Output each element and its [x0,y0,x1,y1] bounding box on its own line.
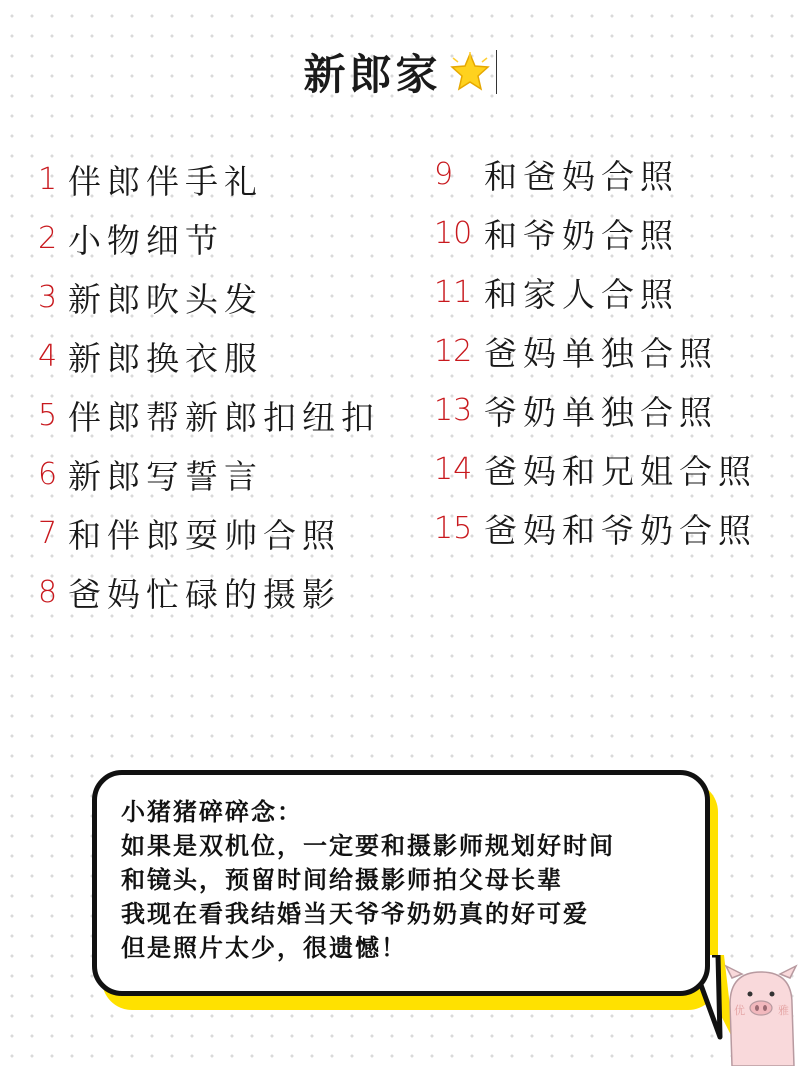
note-text [121,795,693,965]
note-heading: 小猪猪碎碎念： [121,798,303,826]
pig-mascot [722,964,800,1066]
item-label: 新郎吹头发 [68,280,263,319]
note-line: 和镜头，预留时间给摄影师拍父母长辈 [121,866,563,894]
note-line: 但是照片太少，很遗憾！ [121,934,407,962]
list-item [38,386,408,445]
item-number: 2 [38,221,58,256]
item-label: 爸妈和爷奶合照 [484,511,757,550]
item-label: 和家人合照 [484,275,679,314]
page-title-row [0,42,800,102]
list-item [434,204,794,263]
shot-list-left [38,150,408,622]
item-label: 新郎写誓言 [68,457,263,496]
text-cursor [496,50,497,94]
list-item [434,440,794,499]
item-number: 14 [434,452,473,487]
item-label: 和爷奶合照 [484,216,679,255]
item-number: 3 [38,280,58,315]
list-item [434,263,794,322]
note-line: 如果是双机位，一定要和摄影师规划好时间 [121,832,615,860]
item-number: 10 [434,216,473,251]
pig-label-left: 优 [734,1004,745,1017]
list-item [38,563,408,622]
item-number: 12 [434,334,473,369]
item-number: 4 [38,339,58,374]
list-item [38,268,408,327]
pig-label-right: 雅 [778,1004,789,1017]
list-item [434,145,794,204]
item-number: 6 [38,457,58,492]
item-number: 8 [38,575,58,610]
item-number: 7 [38,516,58,551]
list-item [38,504,408,563]
item-number: 15 [434,511,473,546]
item-label: 和爸妈合照 [484,157,679,196]
item-number: 1 [38,162,58,197]
item-number: 9 [434,157,454,192]
list-item [434,322,794,381]
note-line: 我现在看我结婚当天爷爷奶奶真的好可爱 [121,900,589,928]
list-item [38,209,408,268]
sparkle-star-icon [450,52,490,92]
list-item [38,150,408,209]
list-item [434,499,794,558]
item-label: 新郎换衣服 [68,339,263,378]
speech-bubble [92,770,710,996]
item-number: 11 [434,275,473,310]
item-label: 小物细节 [68,221,224,260]
item-label: 爸妈忙碌的摄影 [68,575,341,614]
item-label: 和伴郎耍帅合照 [68,516,341,555]
item-label: 爷奶单独合照 [484,393,718,432]
list-item [434,381,794,440]
item-label: 伴郎帮新郎扣纽扣 [68,398,380,437]
list-item [38,445,408,504]
item-label: 伴郎伴手礼 [68,162,263,201]
item-number: 13 [434,393,473,428]
list-item [38,327,408,386]
page-title: 新郎家 [303,50,442,99]
item-label: 爸妈单独合照 [484,334,718,373]
item-number: 5 [38,398,58,433]
shot-list-right [434,145,794,558]
item-label: 爸妈和兄姐合照 [484,452,757,491]
